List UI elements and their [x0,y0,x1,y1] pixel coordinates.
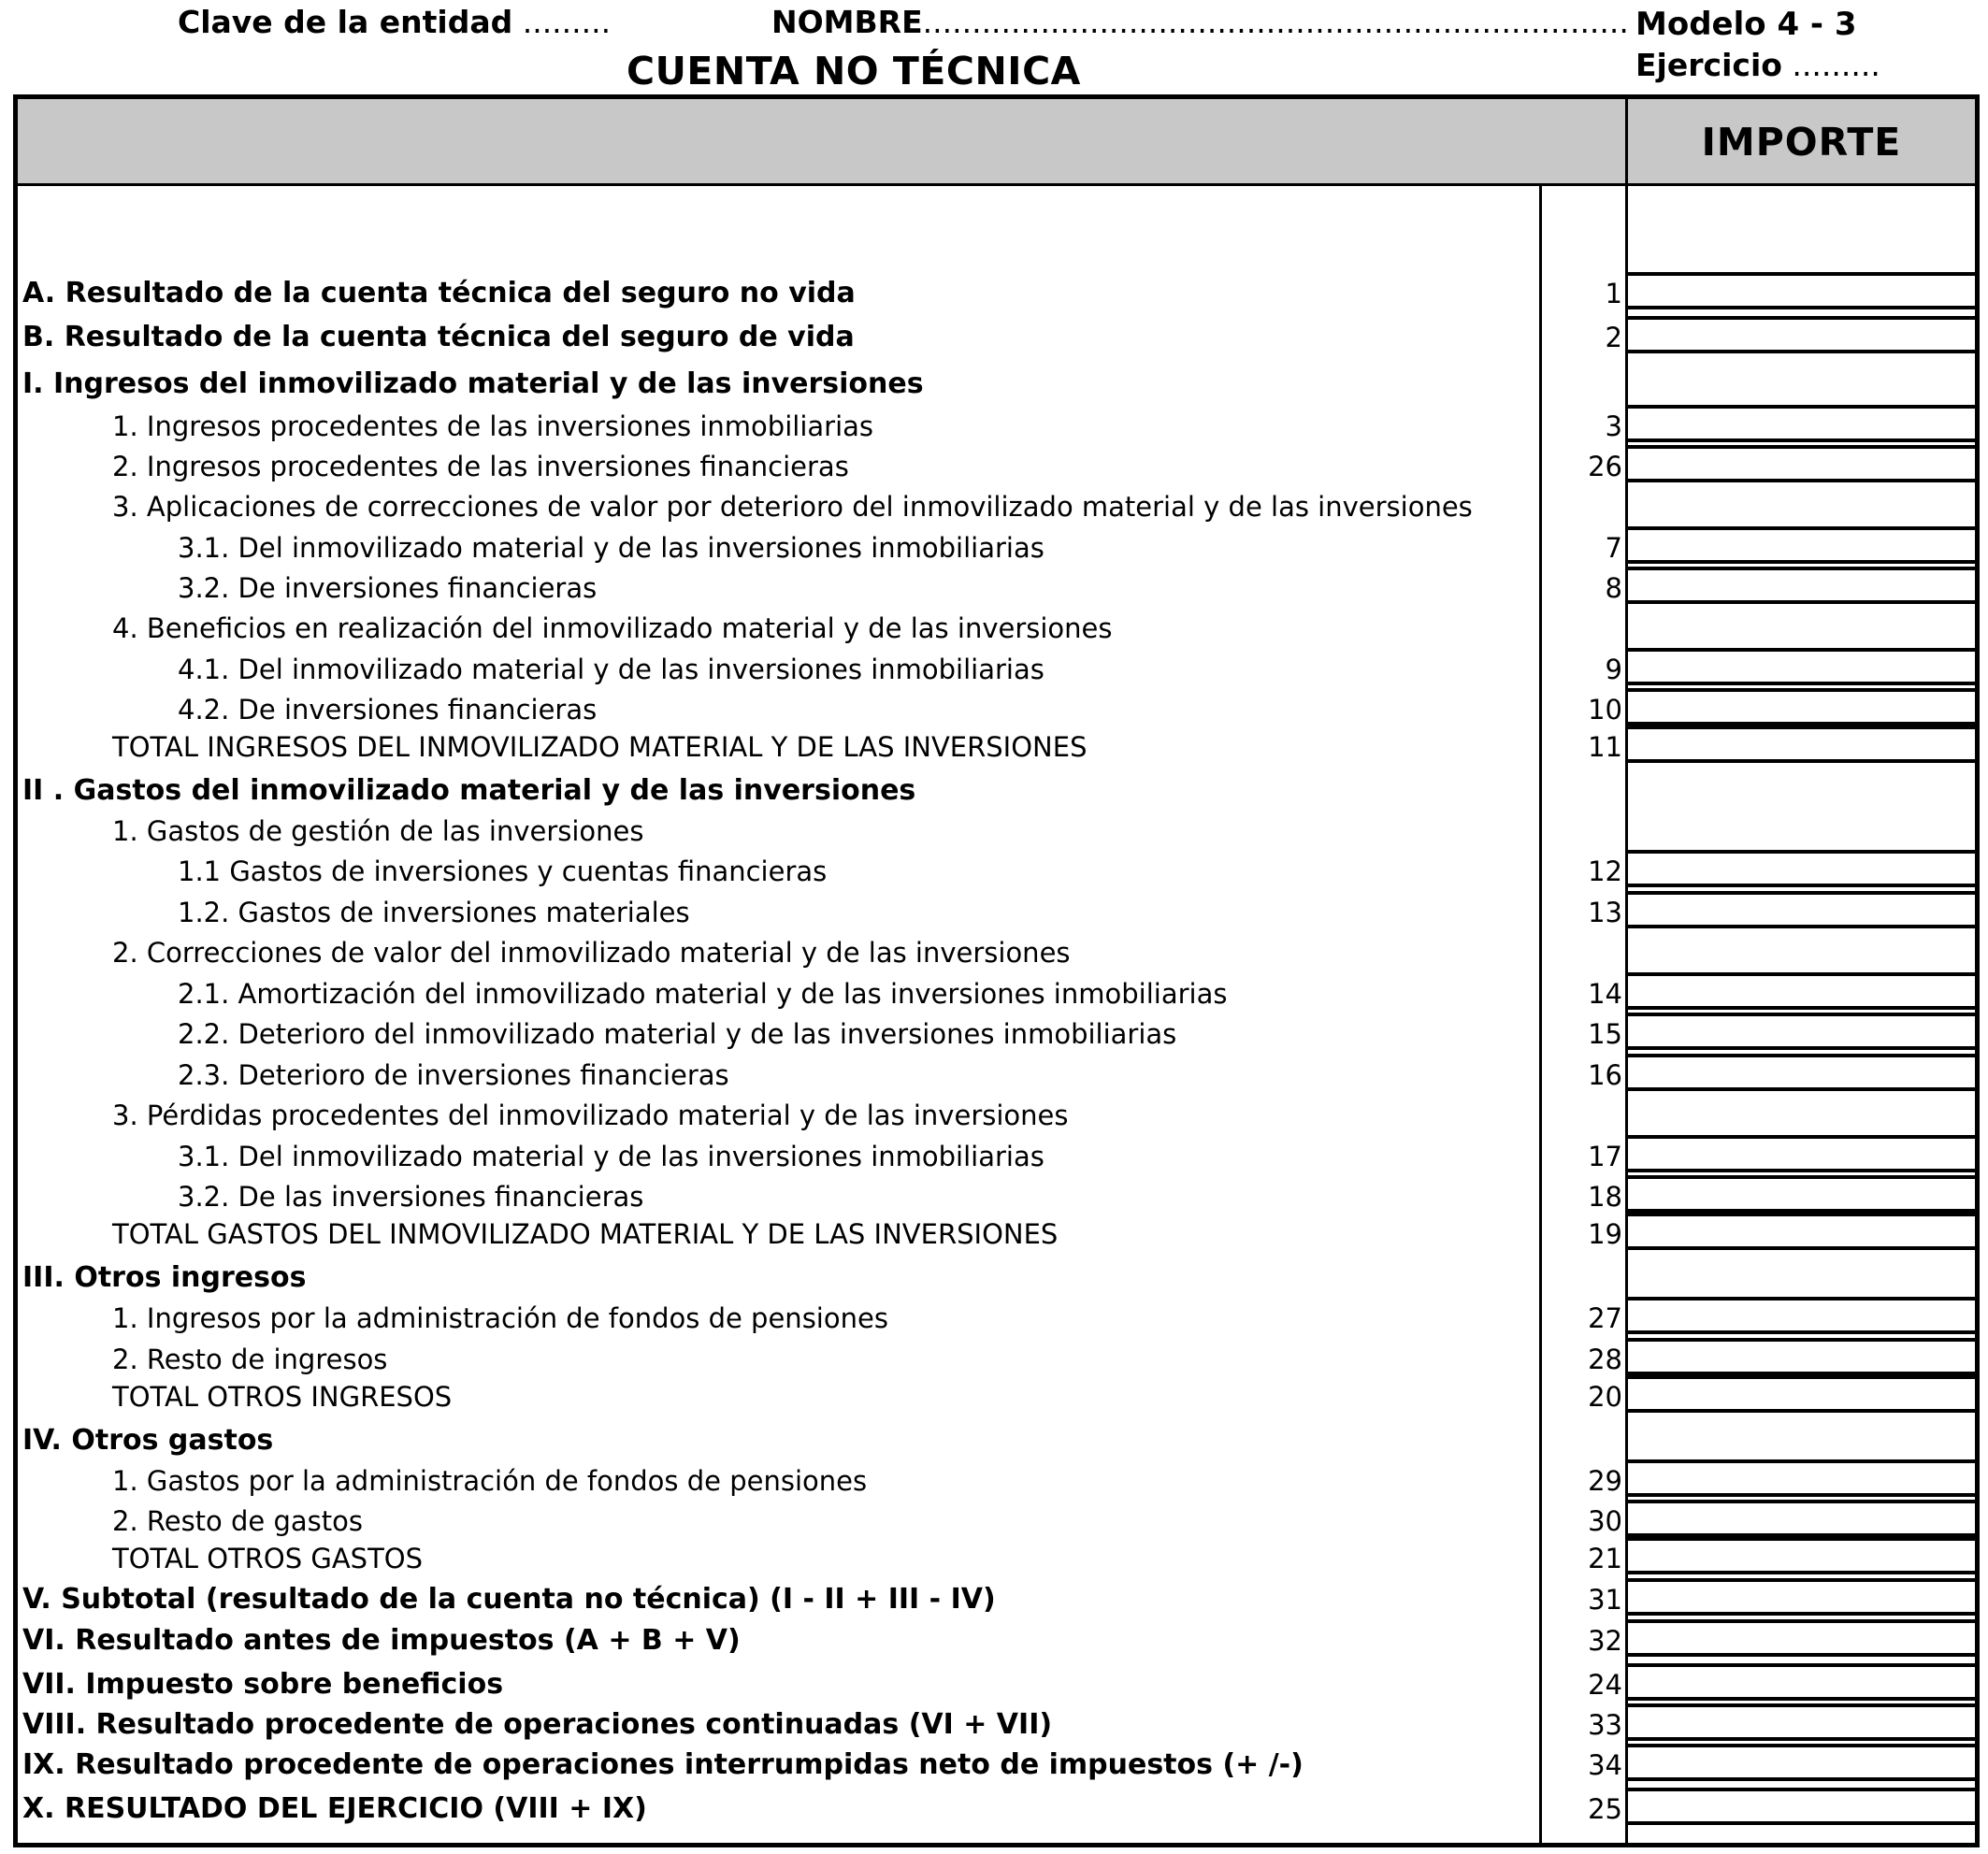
row-label: 3.1. Del inmovilizado material y de las inversiones inmobiliarias [178,1141,1044,1172]
fiscal-year-label: Ejercicio ......... [1635,47,1880,83]
row-label: 4.1. Del inmovilizado material y de las inversiones inmobiliarias [178,654,1044,685]
row-label: 2.1. Amortización del inmovilizado material y de las inversiones inmobiliarias [178,978,1228,1010]
amount-input[interactable] [1628,1213,1976,1250]
amount-input[interactable] [1628,445,1976,482]
row-label: VIII. Resultado procedente de operaciones continuadas (VI + VII) [22,1708,1053,1741]
row-line-number: 32 [1588,1625,1622,1657]
amount-input[interactable] [1628,405,1976,442]
row-label: B. Resultado de la cuenta técnica del seguro de vida [22,321,855,353]
amount-input[interactable] [1628,1013,1976,1050]
amount-input[interactable] [1628,567,1976,604]
row-line-number: 18 [1588,1181,1622,1213]
amount-input[interactable] [1628,1744,1976,1781]
amount-input[interactable] [1628,688,1976,726]
row-line-number: 3 [1605,410,1622,442]
row-label: TOTAL GASTOS DEL INMOVILIZADO MATERIAL Y DE LAS INVERSIONES [112,1218,1059,1250]
amount-input[interactable] [1628,1703,1976,1741]
model-number: Modelo 4 - 3 [1635,6,1857,43]
entity-code-label: Clave de la entidad ......... [178,4,612,40]
amount-input[interactable] [1628,972,1976,1010]
row-label: TOTAL OTROS INGRESOS [112,1381,453,1413]
amount-input[interactable] [1628,316,1976,353]
row-label: 2. Resto de ingresos [112,1344,388,1375]
row-label: VII. Impuesto sobre beneficios [22,1668,504,1701]
amount-input[interactable] [1628,891,1976,928]
row-label: 2. Ingresos procedentes de las inversiones financieras [112,451,849,482]
row-label: 1. Ingresos por la administración de fondos de pensiones [112,1302,888,1334]
row-line-number: 27 [1588,1302,1622,1334]
row-label: 4. Beneficios en realización del inmovilizado material y de las inversiones [112,612,1113,644]
row-label: X. RESULTADO DEL EJERCICIO (VIII + IX) [22,1792,647,1825]
row-label: V. Subtotal (resultado de la cuenta no técnica) (I - II + III - IV) [22,1583,996,1616]
row-label: 3. Pérdidas procedentes del inmovilizado material y de las inversiones [112,1099,1069,1131]
amount-input[interactable] [1628,1619,1976,1657]
amount-input[interactable] [1628,526,1976,564]
row-label: 1.2. Gastos de inversiones materiales [178,897,690,928]
row-label: 3.2. De las inversiones financieras [178,1181,644,1213]
row-label: I. Ingresos del inmovilizado material y de las inversiones [22,367,924,400]
row-line-number: 7 [1605,532,1622,564]
importe-column-header: IMPORTE [1701,120,1902,165]
amount-input[interactable] [1628,726,1976,763]
row-line-number: 16 [1588,1059,1622,1091]
row-label: 2.2. Deterioro del inmovilizado material y de las inversiones inmobiliarias [178,1018,1177,1050]
row-line-number: 10 [1588,694,1622,726]
row-label: 1. Ingresos procedentes de las inversiones inmobiliarias [112,410,874,442]
row-line-number: 34 [1588,1749,1622,1781]
row-line-number: 1 [1605,278,1622,309]
row-line-number: 29 [1588,1465,1622,1497]
row-label: 3. Aplicaciones de correcciones de valor por deterioro del inmovilizado material y de las inversiones [112,491,1473,523]
amount-input[interactable] [1628,1175,1976,1213]
line-number-column-divider [1539,186,1542,1843]
row-label: VI. Resultado antes de impuestos (A + B + V) [22,1624,741,1657]
row-label: A. Resultado de la cuenta técnica del seguro no vida [22,277,856,309]
amount-input[interactable] [1628,1338,1976,1375]
row-label: 1. Gastos de gestión de las inversiones [112,815,644,847]
row-line-number: 12 [1588,855,1622,887]
row-label: III. Otros ingresos [22,1261,307,1294]
row-line-number: 33 [1588,1709,1622,1741]
row-line-number: 21 [1588,1543,1622,1574]
row-label: 3.2. De inversiones financieras [178,572,598,604]
row-line-number: 17 [1588,1141,1622,1172]
amount-input[interactable] [1628,1500,1976,1537]
page-title: CUENTA NO TÉCNICA [627,49,1081,93]
amount-input[interactable] [1628,1297,1976,1334]
amount-input[interactable] [1628,1054,1976,1091]
amount-input[interactable] [1628,1578,1976,1616]
amount-input[interactable] [1628,272,1976,309]
row-line-number: 31 [1588,1584,1622,1616]
row-line-number: 26 [1588,451,1622,482]
row-label: 2. Resto de gastos [112,1505,363,1537]
amount-input[interactable] [1628,1788,1976,1825]
amount-input[interactable] [1628,1537,1976,1574]
row-line-number: 8 [1605,572,1622,604]
row-line-number: 24 [1588,1669,1622,1701]
row-label: IX. Resultado procedente de operaciones interrumpidas neto de impuestos (+ /-) [22,1748,1304,1781]
row-line-number: 13 [1588,897,1622,928]
amount-input[interactable] [1628,648,1976,685]
row-line-number: 11 [1588,731,1622,763]
amount-input[interactable] [1628,1663,1976,1701]
amount-input[interactable] [1628,1135,1976,1172]
row-label: 2.3. Deterioro de inversiones financieras [178,1059,729,1091]
row-label: IV. Otros gastos [22,1424,274,1457]
row-label: 2. Correcciones de valor del inmovilizado material y de las inversiones [112,937,1071,969]
amount-input[interactable] [1628,1459,1976,1497]
row-label: 1.1 Gastos de inversiones y cuentas financieras [178,855,828,887]
row-label: 4.2. De inversiones financieras [178,694,598,726]
row-label: 3.1. Del inmovilizado material y de las inversiones inmobiliarias [178,532,1044,564]
row-line-number: 20 [1588,1381,1622,1413]
row-line-number: 25 [1588,1793,1622,1825]
row-line-number: 28 [1588,1344,1622,1375]
row-line-number: 2 [1605,322,1622,353]
row-label: TOTAL OTROS GASTOS [112,1543,424,1574]
row-line-number: 15 [1588,1018,1622,1050]
row-line-number: 9 [1605,654,1622,685]
row-label: 1. Gastos por la administración de fondos de pensiones [112,1465,868,1497]
entity-name-label: NOMBRE........................................................................ [771,4,1629,40]
row-line-number: 19 [1588,1218,1622,1250]
amount-input[interactable] [1628,1375,1976,1413]
row-label: TOTAL INGRESOS DEL INMOVILIZADO MATERIAL Y DE LAS INVERSIONES [112,731,1088,763]
row-line-number: 14 [1588,978,1622,1010]
row-line-number: 30 [1588,1505,1622,1537]
row-label: II . Gastos del inmovilizado material y de las inversiones [22,774,916,807]
amount-input[interactable] [1628,850,1976,887]
